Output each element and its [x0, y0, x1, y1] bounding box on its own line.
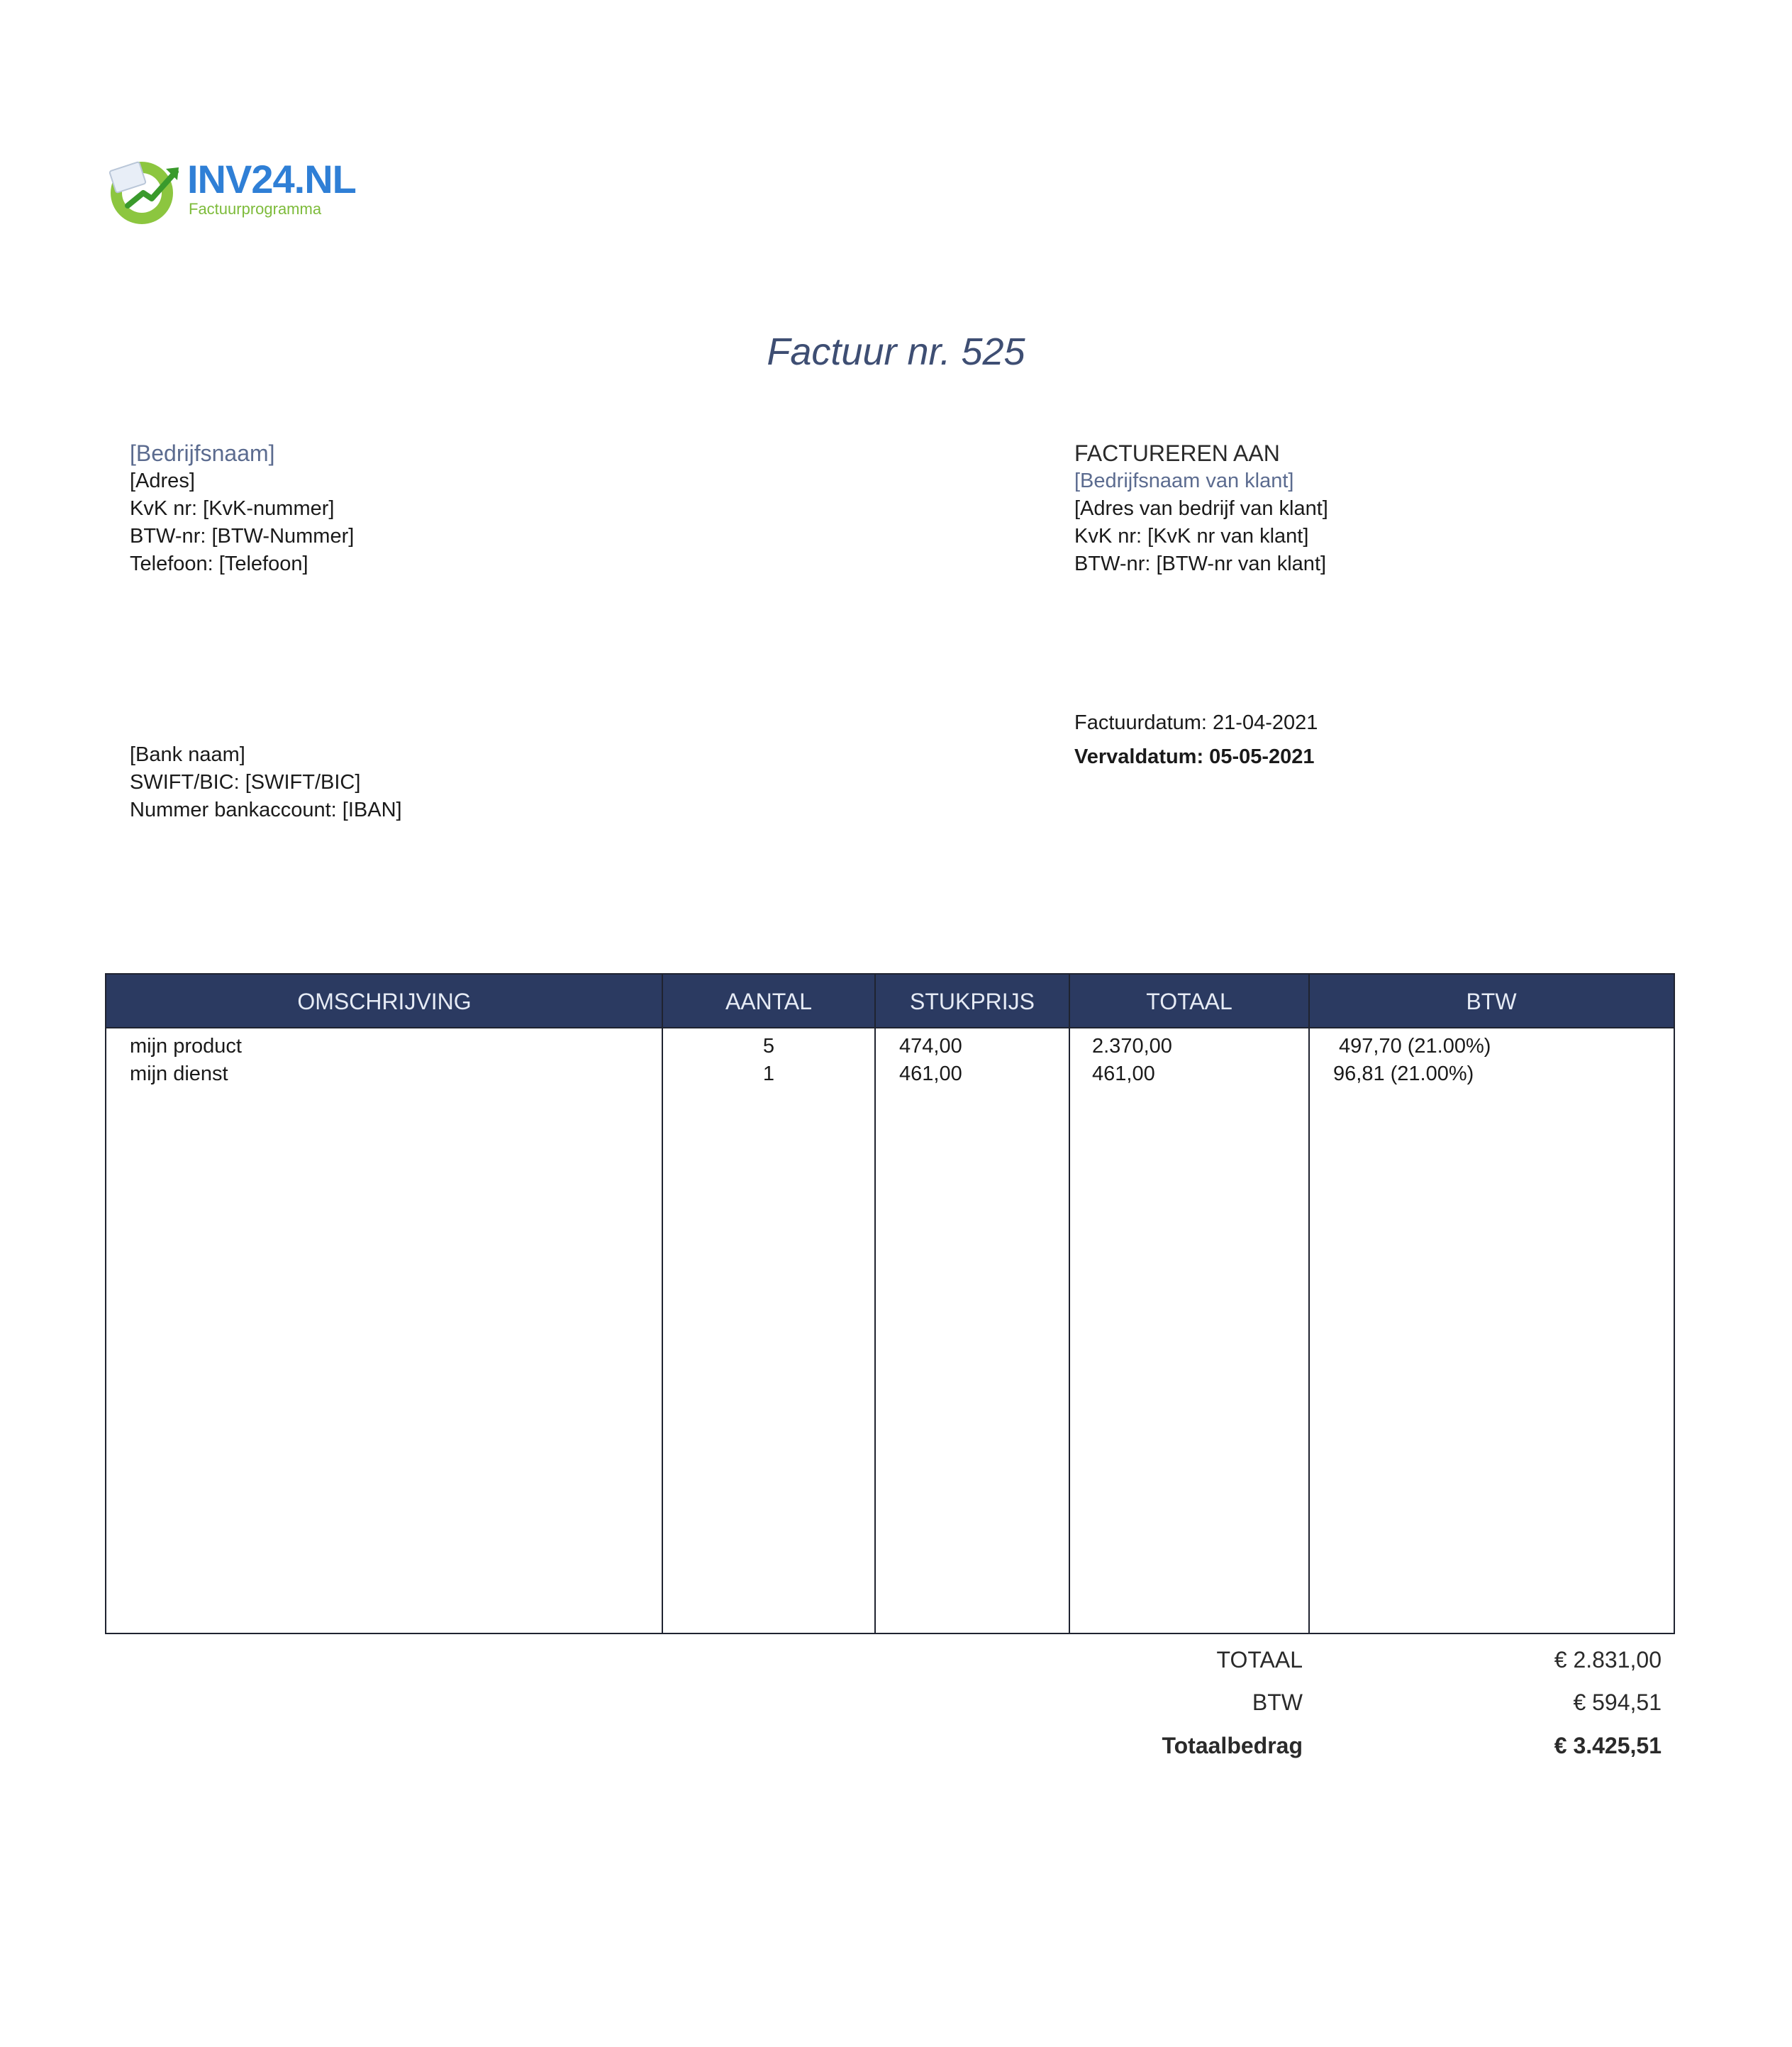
logo-text: INV24.NL [187, 157, 356, 201]
row-1-quantity: 5 [762, 1035, 775, 1058]
seller-address: [Adres] [130, 470, 195, 492]
grand-total-label: Totaalbedrag [1162, 1733, 1303, 1758]
client-info [1074, 440, 1328, 578]
row-1-description: mijn product [130, 1035, 242, 1058]
header-unit-price: STUKPRIJS [909, 989, 1035, 1014]
seller-kvk: KvK nr: [KvK-nummer] [130, 497, 335, 520]
header-description: OMSCHRIJVING [297, 989, 472, 1014]
logo-icon [106, 156, 184, 224]
vat-total-label: BTW [1252, 1690, 1303, 1715]
client-heading: FACTUREREN AAN [1074, 440, 1280, 466]
subtotal-value: € 2.831,00 [1554, 1647, 1662, 1672]
bank-iban: Nummer bankaccount: [IBAN] [130, 799, 402, 821]
row-1-total: 2.370,00 [1092, 1035, 1172, 1058]
due-date: Vervaldatum: 05-05-2021 [1074, 745, 1315, 768]
bank-name: [Bank naam] [130, 743, 245, 766]
seller-company: [Bedrijfsnaam] [130, 440, 275, 466]
bank-info [130, 741, 402, 824]
column-divider [1308, 975, 1310, 1633]
client-address: [Adres van bedrijf van klant] [1074, 497, 1328, 520]
bank-swift: SWIFT/BIC: [SWIFT/BIC] [130, 771, 361, 794]
header-divider [106, 1027, 1674, 1028]
row-2-description: mijn dienst [130, 1063, 228, 1085]
invoice-title: Factuur nr. 525 [767, 331, 1025, 373]
row-2-quantity: 1 [762, 1063, 775, 1085]
invoice-date: Factuurdatum: 21-04-2021 [1074, 711, 1318, 734]
header-total: TOTAAL [1146, 989, 1232, 1014]
row-2-vat: 96,81 (21.00%) [1333, 1063, 1474, 1085]
company-logo [106, 150, 356, 228]
header-quantity: AANTAL [725, 989, 813, 1014]
items-table [105, 973, 1675, 1634]
grand-total-value: € 3.425,51 [1554, 1733, 1662, 1758]
vat-total-value: € 594,51 [1573, 1690, 1662, 1715]
seller-btw: BTW-nr: [BTW-Nummer] [130, 525, 355, 548]
client-company: [Bedrijfsnaam van klant] [1074, 470, 1294, 492]
table-header [106, 975, 1674, 1028]
logo-subtext: Factuurprogramma [189, 200, 322, 218]
subtotal-label: TOTAAL [1216, 1647, 1303, 1672]
row-2-unit-price: 461,00 [899, 1063, 962, 1085]
seller-info [130, 440, 354, 578]
column-divider [1069, 975, 1070, 1633]
seller-phone: Telefoon: [Telefoon] [130, 553, 308, 575]
client-kvk: KvK nr: [KvK nr van klant] [1074, 525, 1309, 548]
row-1-vat: 497,70 (21.00%) [1339, 1035, 1491, 1058]
client-btw: BTW-nr: [BTW-nr van klant] [1074, 553, 1327, 575]
row-1-unit-price: 474,00 [899, 1035, 962, 1058]
header-vat: BTW [1466, 989, 1517, 1014]
row-2-total: 461,00 [1092, 1063, 1155, 1085]
invoice-dates [1074, 706, 1318, 774]
